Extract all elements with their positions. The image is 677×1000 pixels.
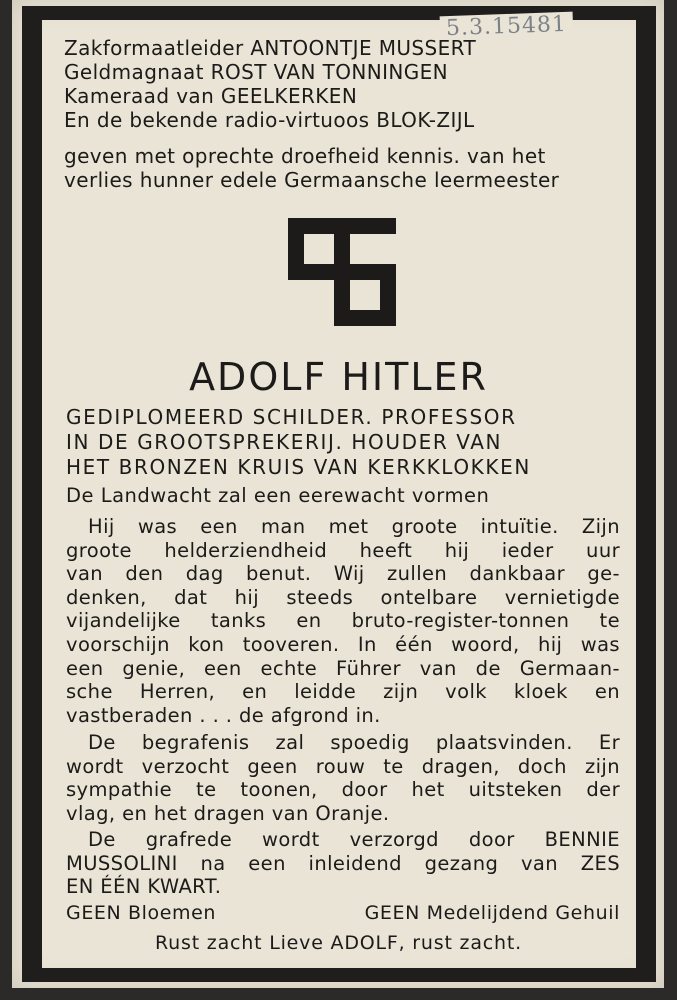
title-line: GEDIPLOMEERD SCHILDER. PROFESSOR [66,405,517,429]
paragraph-line: een genie, een echte Führer van de Germaan- [66,656,620,680]
footer-right: GEEN Medelijdend Gehuil [364,902,620,924]
paragraph-line: wordt verzocht geen rouw te dragen, doch zijn [66,754,620,778]
mourning-border-bottom [22,968,654,982]
senders-block [64,36,620,192]
swastika-icon [288,218,396,326]
honor-guard-block [66,484,620,508]
paragraph-line: De begrafenis zal spoedig plaatsvinden. Er [88,731,620,754]
paragraph-1 [66,515,620,727]
paragraph-line: De grafrede wordt verzorgd door BENNIE [88,828,620,851]
paragraph-3 [66,828,620,899]
honor-guard-line: De Landwacht zal een eerewacht vormen [66,484,490,507]
title-line: IN DE GROOTSPREKERIJ. HOUDER VAN [66,430,503,454]
paragraph-line: voorschijn kon tooveren. In één woord, hij was [66,632,620,656]
paragraph-line: Hij was een man met groote intuïtie. Zijn [88,515,620,538]
paragraph-line: MUSSOLINI na een inleidend gezang van ZES [66,851,620,875]
paragraph-line: sche Herren, en leidde zijn volk kloek en [66,680,620,704]
footer-row [66,902,620,924]
closing-line: Rust zacht Lieve ADOLF, rust zacht. [155,932,522,954]
paragraph-line: sympathie te toonen, door het uitsteken der [66,778,620,802]
sender-line: Kameraad van GEELKERKEN [64,84,358,108]
paragraph-line: groote helderziendheid heeft hij ieder uur [66,538,620,562]
mourning-border-right [636,6,656,982]
sender-line: Zakformaatleider ANTOONTJE MUSSERT [64,36,477,60]
deceased-name: ADOLF HITLER [189,355,488,399]
footer-left: GEEN Bloemen [66,902,217,924]
paragraph-line: EN ÉÉN KWART. [66,875,222,899]
paragraph-line: vijandelijke tanks en bruto-register-tonnen te [66,609,620,633]
paragraph-line: vastberaden . . . de afgrond in. [66,703,381,727]
paragraph-2 [66,731,620,825]
paragraph-line: vlag, en het dragen van Oranje. [66,801,390,825]
paragraph-line: denken, dat hij steeds ontelbare vernietigde [66,585,620,609]
mourning-border-left [22,6,42,982]
announcement-line: geven met oprechte droefheid kennis. van het [64,144,546,168]
paragraph-line: van den dag benut. Wij zullen dankbaar ge- [66,562,620,586]
announcement-line: verlies hunner edele Germaansche leermeester [64,168,560,192]
title-line: HET BRONZEN KRUIS VAN KERKKLOKKEN [66,455,531,479]
sender-line: En de bekende radio-virtuoos BLOK-ZIJL [64,108,475,132]
titles-block [66,405,620,480]
archive-number: 5.3.15481 [440,12,574,42]
sender-line: Geldmagnaat ROST VAN TONNINGEN [64,60,449,84]
